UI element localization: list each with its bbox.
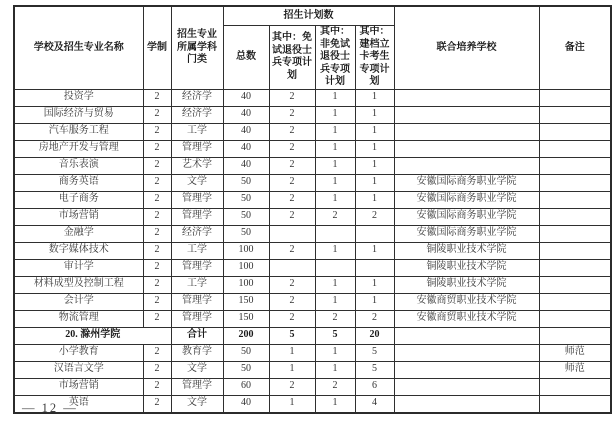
header-remark: 备注 — [539, 6, 611, 89]
remark-cell: 师范 — [539, 361, 611, 378]
discipline-cell: 管理学 — [171, 310, 223, 327]
duration-cell: 2 — [143, 344, 171, 361]
non-exempt-veteran-plan-cell: 1 — [315, 123, 355, 140]
non-exempt-veteran-plan-cell: 1 — [315, 395, 355, 413]
major-row — [14, 259, 611, 276]
registered-card-plan-cell: 5 — [355, 361, 394, 378]
total-cell: 150 — [223, 310, 269, 327]
school-total-row — [14, 327, 611, 344]
discipline-cell: 管理学 — [171, 191, 223, 208]
total-cell: 40 — [223, 140, 269, 157]
major-name-cell: 审计学 — [14, 259, 143, 276]
discipline-cell: 文学 — [171, 361, 223, 378]
header-duration: 学制 — [143, 6, 171, 89]
non-exempt-veteran-plan-cell: 5 — [315, 327, 355, 344]
major-row — [14, 310, 611, 327]
header-non-exempt-veteran-plan: 其中：非免试退役士兵专项计划 — [315, 26, 355, 90]
exempt-veteran-plan-cell: 2 — [269, 191, 315, 208]
total-cell: 50 — [223, 174, 269, 191]
joint-school-cell — [394, 361, 539, 378]
registered-card-plan-cell — [355, 225, 394, 242]
remark-cell — [539, 259, 611, 276]
non-exempt-veteran-plan-cell: 1 — [315, 344, 355, 361]
remark-cell — [539, 327, 611, 344]
registered-card-plan-cell: 1 — [355, 89, 394, 106]
major-name-cell: 市场营销 — [14, 208, 143, 225]
registered-card-plan-cell: 1 — [355, 276, 394, 293]
exempt-veteran-plan-cell: 2 — [269, 208, 315, 225]
duration-cell: 2 — [143, 395, 171, 413]
total-cell: 150 — [223, 293, 269, 310]
major-name-cell: 汉语言文学 — [14, 361, 143, 378]
discipline-cell: 管理学 — [171, 378, 223, 395]
exempt-veteran-plan-cell: 2 — [269, 310, 315, 327]
remark-cell — [539, 208, 611, 225]
discipline-cell: 教育学 — [171, 344, 223, 361]
remark-cell — [539, 89, 611, 106]
remark-cell — [539, 276, 611, 293]
duration-cell: 2 — [143, 191, 171, 208]
discipline-cell: 工学 — [171, 123, 223, 140]
duration-cell: 2 — [143, 361, 171, 378]
remark-cell — [539, 378, 611, 395]
registered-card-plan-cell: 1 — [355, 123, 394, 140]
registered-card-plan-cell: 1 — [355, 106, 394, 123]
exempt-veteran-plan-cell — [269, 259, 315, 276]
joint-school-cell — [394, 327, 539, 344]
joint-school-cell — [394, 395, 539, 413]
registered-card-plan-cell: 1 — [355, 140, 394, 157]
remark-cell — [539, 123, 611, 140]
duration-cell: 2 — [143, 259, 171, 276]
total-cell: 100 — [223, 259, 269, 276]
total-cell: 50 — [223, 344, 269, 361]
exempt-veteran-plan-cell: 2 — [269, 174, 315, 191]
joint-school-cell: 铜陵职业技术学院 — [394, 242, 539, 259]
joint-school-cell — [394, 140, 539, 157]
discipline-cell: 文学 — [171, 395, 223, 413]
exempt-veteran-plan-cell: 2 — [269, 157, 315, 174]
exempt-veteran-plan-cell: 2 — [269, 123, 315, 140]
total-cell: 200 — [223, 327, 269, 344]
duration-cell: 2 — [143, 378, 171, 395]
remark-cell — [539, 242, 611, 259]
registered-card-plan-cell: 4 — [355, 395, 394, 413]
major-name-cell: 小学教育 — [14, 344, 143, 361]
non-exempt-veteran-plan-cell: 1 — [315, 276, 355, 293]
exempt-veteran-plan-cell: 2 — [269, 242, 315, 259]
remark-cell: 师范 — [539, 344, 611, 361]
major-name-cell: 房地产开发与管理 — [14, 140, 143, 157]
major-row — [14, 361, 611, 378]
total-cell: 40 — [223, 157, 269, 174]
major-name-cell: 国际经济与贸易 — [14, 106, 143, 123]
discipline-cell: 经济学 — [171, 106, 223, 123]
exempt-veteran-plan-cell: 2 — [269, 378, 315, 395]
major-name-cell: 金融学 — [14, 225, 143, 242]
header-total: 总数 — [223, 26, 269, 90]
page-number: — 12 — — [22, 401, 78, 415]
joint-school-cell: 安徽国际商务职业学院 — [394, 174, 539, 191]
major-row — [14, 191, 611, 208]
major-row — [14, 208, 611, 225]
joint-school-cell: 安徽国际商务职业学院 — [394, 225, 539, 242]
duration-cell: 2 — [143, 140, 171, 157]
non-exempt-veteran-plan-cell: 1 — [315, 89, 355, 106]
non-exempt-veteran-plan-cell: 1 — [315, 191, 355, 208]
major-row — [14, 123, 611, 140]
major-row — [14, 157, 611, 174]
remark-cell — [539, 225, 611, 242]
remark-cell — [539, 395, 611, 413]
header-discipline — [171, 6, 223, 89]
duration-cell: 2 — [143, 174, 171, 191]
major-row — [14, 276, 611, 293]
remark-cell — [539, 106, 611, 123]
header-discipline-text: 招生专业所属学科门类 — [177, 29, 217, 65]
major-row — [14, 293, 611, 310]
header-joint-school: 联合培养学校 — [394, 6, 539, 89]
joint-school-cell: 铜陵职业技术学院 — [394, 259, 539, 276]
non-exempt-veteran-plan-cell — [315, 225, 355, 242]
major-row — [14, 106, 611, 123]
major-row — [14, 174, 611, 191]
major-name-cell: 材料成型及控制工程 — [14, 276, 143, 293]
non-exempt-veteran-plan-cell: 2 — [315, 208, 355, 225]
duration-cell: 2 — [143, 293, 171, 310]
duration-cell: 2 — [143, 276, 171, 293]
joint-school-cell: 安徽国际商务职业学院 — [394, 191, 539, 208]
total-cell: 100 — [223, 276, 269, 293]
joint-school-cell: 安徽商贸职业技术学院 — [394, 293, 539, 310]
major-name-cell: 汽车服务工程 — [14, 123, 143, 140]
joint-school-cell — [394, 123, 539, 140]
joint-school-cell — [394, 157, 539, 174]
major-name-cell: 市场营销 — [14, 378, 143, 395]
remark-cell — [539, 310, 611, 327]
non-exempt-veteran-plan-cell: 1 — [315, 293, 355, 310]
discipline-cell: 管理学 — [171, 140, 223, 157]
total-cell: 100 — [223, 242, 269, 259]
exempt-veteran-plan-cell: 5 — [269, 327, 315, 344]
duration-cell: 2 — [143, 89, 171, 106]
joint-school-cell — [394, 106, 539, 123]
major-name-cell: 会计学 — [14, 293, 143, 310]
joint-school-cell — [394, 344, 539, 361]
registered-card-plan-cell — [355, 259, 394, 276]
non-exempt-veteran-plan-cell: 1 — [315, 157, 355, 174]
non-exempt-veteran-plan-cell — [315, 259, 355, 276]
major-row — [14, 140, 611, 157]
registered-card-plan-cell: 2 — [355, 208, 394, 225]
exempt-veteran-plan-cell — [269, 225, 315, 242]
non-exempt-veteran-plan-cell: 1 — [315, 174, 355, 191]
total-cell: 40 — [223, 89, 269, 106]
enrollment-plan-table — [13, 5, 612, 414]
remark-cell — [539, 140, 611, 157]
discipline-cell: 管理学 — [171, 293, 223, 310]
discipline-cell: 管理学 — [171, 259, 223, 276]
joint-school-cell: 铜陵职业技术学院 — [394, 276, 539, 293]
non-exempt-veteran-plan-cell: 1 — [315, 106, 355, 123]
table-header — [14, 6, 611, 89]
total-cell: 40 — [223, 395, 269, 413]
discipline-cell: 艺术学 — [171, 157, 223, 174]
duration-cell: 2 — [143, 242, 171, 259]
discipline-cell: 经济学 — [171, 89, 223, 106]
non-exempt-veteran-plan-cell: 1 — [315, 242, 355, 259]
remark-cell — [539, 157, 611, 174]
major-name-cell: 音乐表演 — [14, 157, 143, 174]
exempt-veteran-plan-cell: 1 — [269, 361, 315, 378]
major-name-cell: 英语 — [14, 395, 143, 413]
duration-cell: 2 — [143, 208, 171, 225]
joint-school-cell — [394, 378, 539, 395]
total-cell: 50 — [223, 361, 269, 378]
discipline-cell: 工学 — [171, 276, 223, 293]
joint-school-cell: 安徽商贸职业技术学院 — [394, 310, 539, 327]
exempt-veteran-plan-cell: 2 — [269, 89, 315, 106]
table-body — [14, 89, 611, 413]
non-exempt-veteran-plan-cell: 2 — [315, 378, 355, 395]
registered-card-plan-cell: 5 — [355, 344, 394, 361]
remark-cell — [539, 293, 611, 310]
registered-card-plan-cell: 1 — [355, 157, 394, 174]
major-row — [14, 378, 611, 395]
header-school-major: 学校及招生专业名称 — [14, 6, 143, 89]
registered-card-plan-cell: 2 — [355, 310, 394, 327]
exempt-veteran-plan-cell: 1 — [269, 395, 315, 413]
discipline-cell: 文学 — [171, 174, 223, 191]
header-plan-group: 招生计划数 — [223, 6, 394, 26]
header-registered-card-plan: 其中：建档立卡考生专项计划 — [355, 26, 394, 90]
major-row — [14, 89, 611, 106]
joint-school-cell: 安徽国际商务职业学院 — [394, 208, 539, 225]
duration-cell: 2 — [143, 157, 171, 174]
total-cell: 60 — [223, 378, 269, 395]
duration-cell: 2 — [143, 106, 171, 123]
major-name-cell: 电子商务 — [14, 191, 143, 208]
exempt-veteran-plan-cell: 2 — [269, 140, 315, 157]
non-exempt-veteran-plan-cell: 1 — [315, 140, 355, 157]
total-cell: 40 — [223, 106, 269, 123]
non-exempt-veteran-plan-cell: 1 — [315, 361, 355, 378]
registered-card-plan-cell: 6 — [355, 378, 394, 395]
registered-card-plan-cell: 1 — [355, 293, 394, 310]
remark-cell — [539, 191, 611, 208]
exempt-veteran-plan-cell: 2 — [269, 293, 315, 310]
total-cell: 40 — [223, 123, 269, 140]
major-name-cell: 投资学 — [14, 89, 143, 106]
duration-cell: 2 — [143, 225, 171, 242]
exempt-veteran-plan-cell: 1 — [269, 344, 315, 361]
school-name-cell: 20. 滁州学院 — [14, 327, 171, 344]
discipline-cell: 工学 — [171, 242, 223, 259]
major-row — [14, 344, 611, 361]
total-cell: 50 — [223, 208, 269, 225]
major-row — [14, 242, 611, 259]
non-exempt-veteran-plan-cell: 2 — [315, 310, 355, 327]
registered-card-plan-cell: 20 — [355, 327, 394, 344]
discipline-cell: 经济学 — [171, 225, 223, 242]
major-row — [14, 225, 611, 242]
joint-school-cell — [394, 89, 539, 106]
major-name-cell: 商务英语 — [14, 174, 143, 191]
duration-cell: 2 — [143, 310, 171, 327]
remark-cell — [539, 174, 611, 191]
header-exempt-veteran-plan: 其中：免试退役士兵专项计划 — [269, 26, 315, 90]
registered-card-plan-cell: 1 — [355, 242, 394, 259]
major-name-cell: 数字媒体技术 — [14, 242, 143, 259]
exempt-veteran-plan-cell: 2 — [269, 106, 315, 123]
duration-cell: 2 — [143, 123, 171, 140]
total-cell: 50 — [223, 225, 269, 242]
registered-card-plan-cell: 1 — [355, 174, 394, 191]
discipline-cell: 合计 — [171, 327, 223, 344]
discipline-cell: 管理学 — [171, 208, 223, 225]
registered-card-plan-cell: 1 — [355, 191, 394, 208]
major-row — [14, 395, 611, 413]
exempt-veteran-plan-cell: 2 — [269, 276, 315, 293]
total-cell: 50 — [223, 191, 269, 208]
major-name-cell: 物流管理 — [14, 310, 143, 327]
